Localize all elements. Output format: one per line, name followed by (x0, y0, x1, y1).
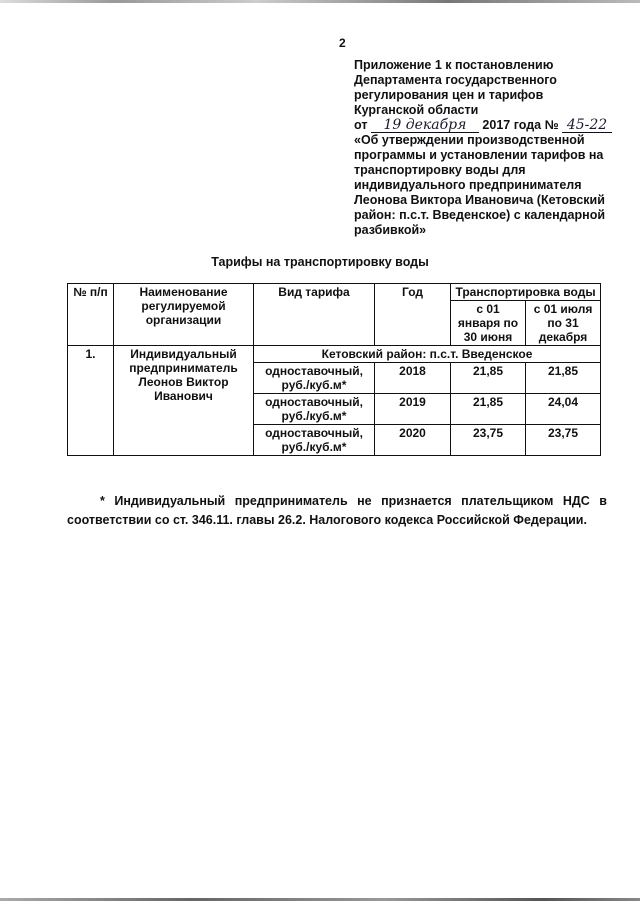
tariff-type-cell: одноставочный, руб./куб.м* (254, 394, 375, 425)
header-num: № п/п (68, 284, 114, 346)
region-row (68, 346, 601, 363)
period-1-value: 21,85 (451, 363, 526, 394)
header-year: Год (375, 284, 451, 346)
period-2-value: 24,04 (526, 394, 601, 425)
appendix-title: «Об утверждении производственной программы и установлении тарифов на транспортировку воды для индивидуального предпринимателя Леонова Виктора Ивановича (Кетовский район: п.с.т. Введенское) с календарной разбивкой» (354, 133, 606, 237)
row-number: 1. (68, 346, 114, 456)
tariffs-table (67, 283, 601, 456)
table-title: Тарифы на транспортировку воды (211, 255, 429, 269)
page-number: 2 (339, 36, 346, 50)
appendix-line-4: Курганской области (354, 103, 479, 117)
header-period-1: с 01 января по 30 июня (451, 301, 526, 346)
header-org: Наименование регулируемой организации (114, 284, 254, 346)
org-name: Индивидуальный предприниматель Леонов Виктор Иванович (114, 346, 254, 456)
header-period-2: с 01 июля по 31 декабря (526, 301, 601, 346)
footnote (67, 492, 607, 530)
footnote-line-2: соответствии со ст. 346.11. главы 26.2. Налогового кодекса Российской Федерации. (67, 513, 587, 527)
period-2-value: 21,85 (526, 363, 601, 394)
header-transport: Транспортировка воды (451, 284, 601, 301)
year-cell: 2019 (375, 394, 451, 425)
year-text: 2017 года № (482, 118, 559, 132)
footnote-line-1: * Индивидуальный предприниматель не признается плательщиком НДС в (100, 494, 607, 508)
appendix-line-3: регулирования цен и тарифов (354, 88, 544, 102)
scan-edge-top (0, 0, 640, 3)
header-tariff-type: Вид тарифа (254, 284, 375, 346)
appendix-line-2: Департамента государственного (354, 73, 557, 87)
appendix-header (354, 58, 616, 238)
year-cell: 2020 (375, 425, 451, 456)
region-label: Кетовский район: п.с.т. Введенское (254, 346, 601, 363)
scan-edge-bottom (0, 898, 640, 901)
appendix-line-1: Приложение 1 к постановлению (354, 58, 554, 72)
tariff-type-cell: одноставочный, руб./куб.м* (254, 425, 375, 456)
date-prefix: от (354, 118, 368, 132)
handwritten-date: 19 декабря (371, 119, 479, 133)
year-cell: 2018 (375, 363, 451, 394)
period-1-value: 21,85 (451, 394, 526, 425)
tariff-type-cell: одноставочный, руб./куб.м* (254, 363, 375, 394)
period-2-value: 23,75 (526, 425, 601, 456)
header-row (68, 284, 601, 301)
handwritten-number: 45-22 (562, 119, 612, 133)
appendix-date-line (354, 118, 616, 133)
period-1-value: 23,75 (451, 425, 526, 456)
